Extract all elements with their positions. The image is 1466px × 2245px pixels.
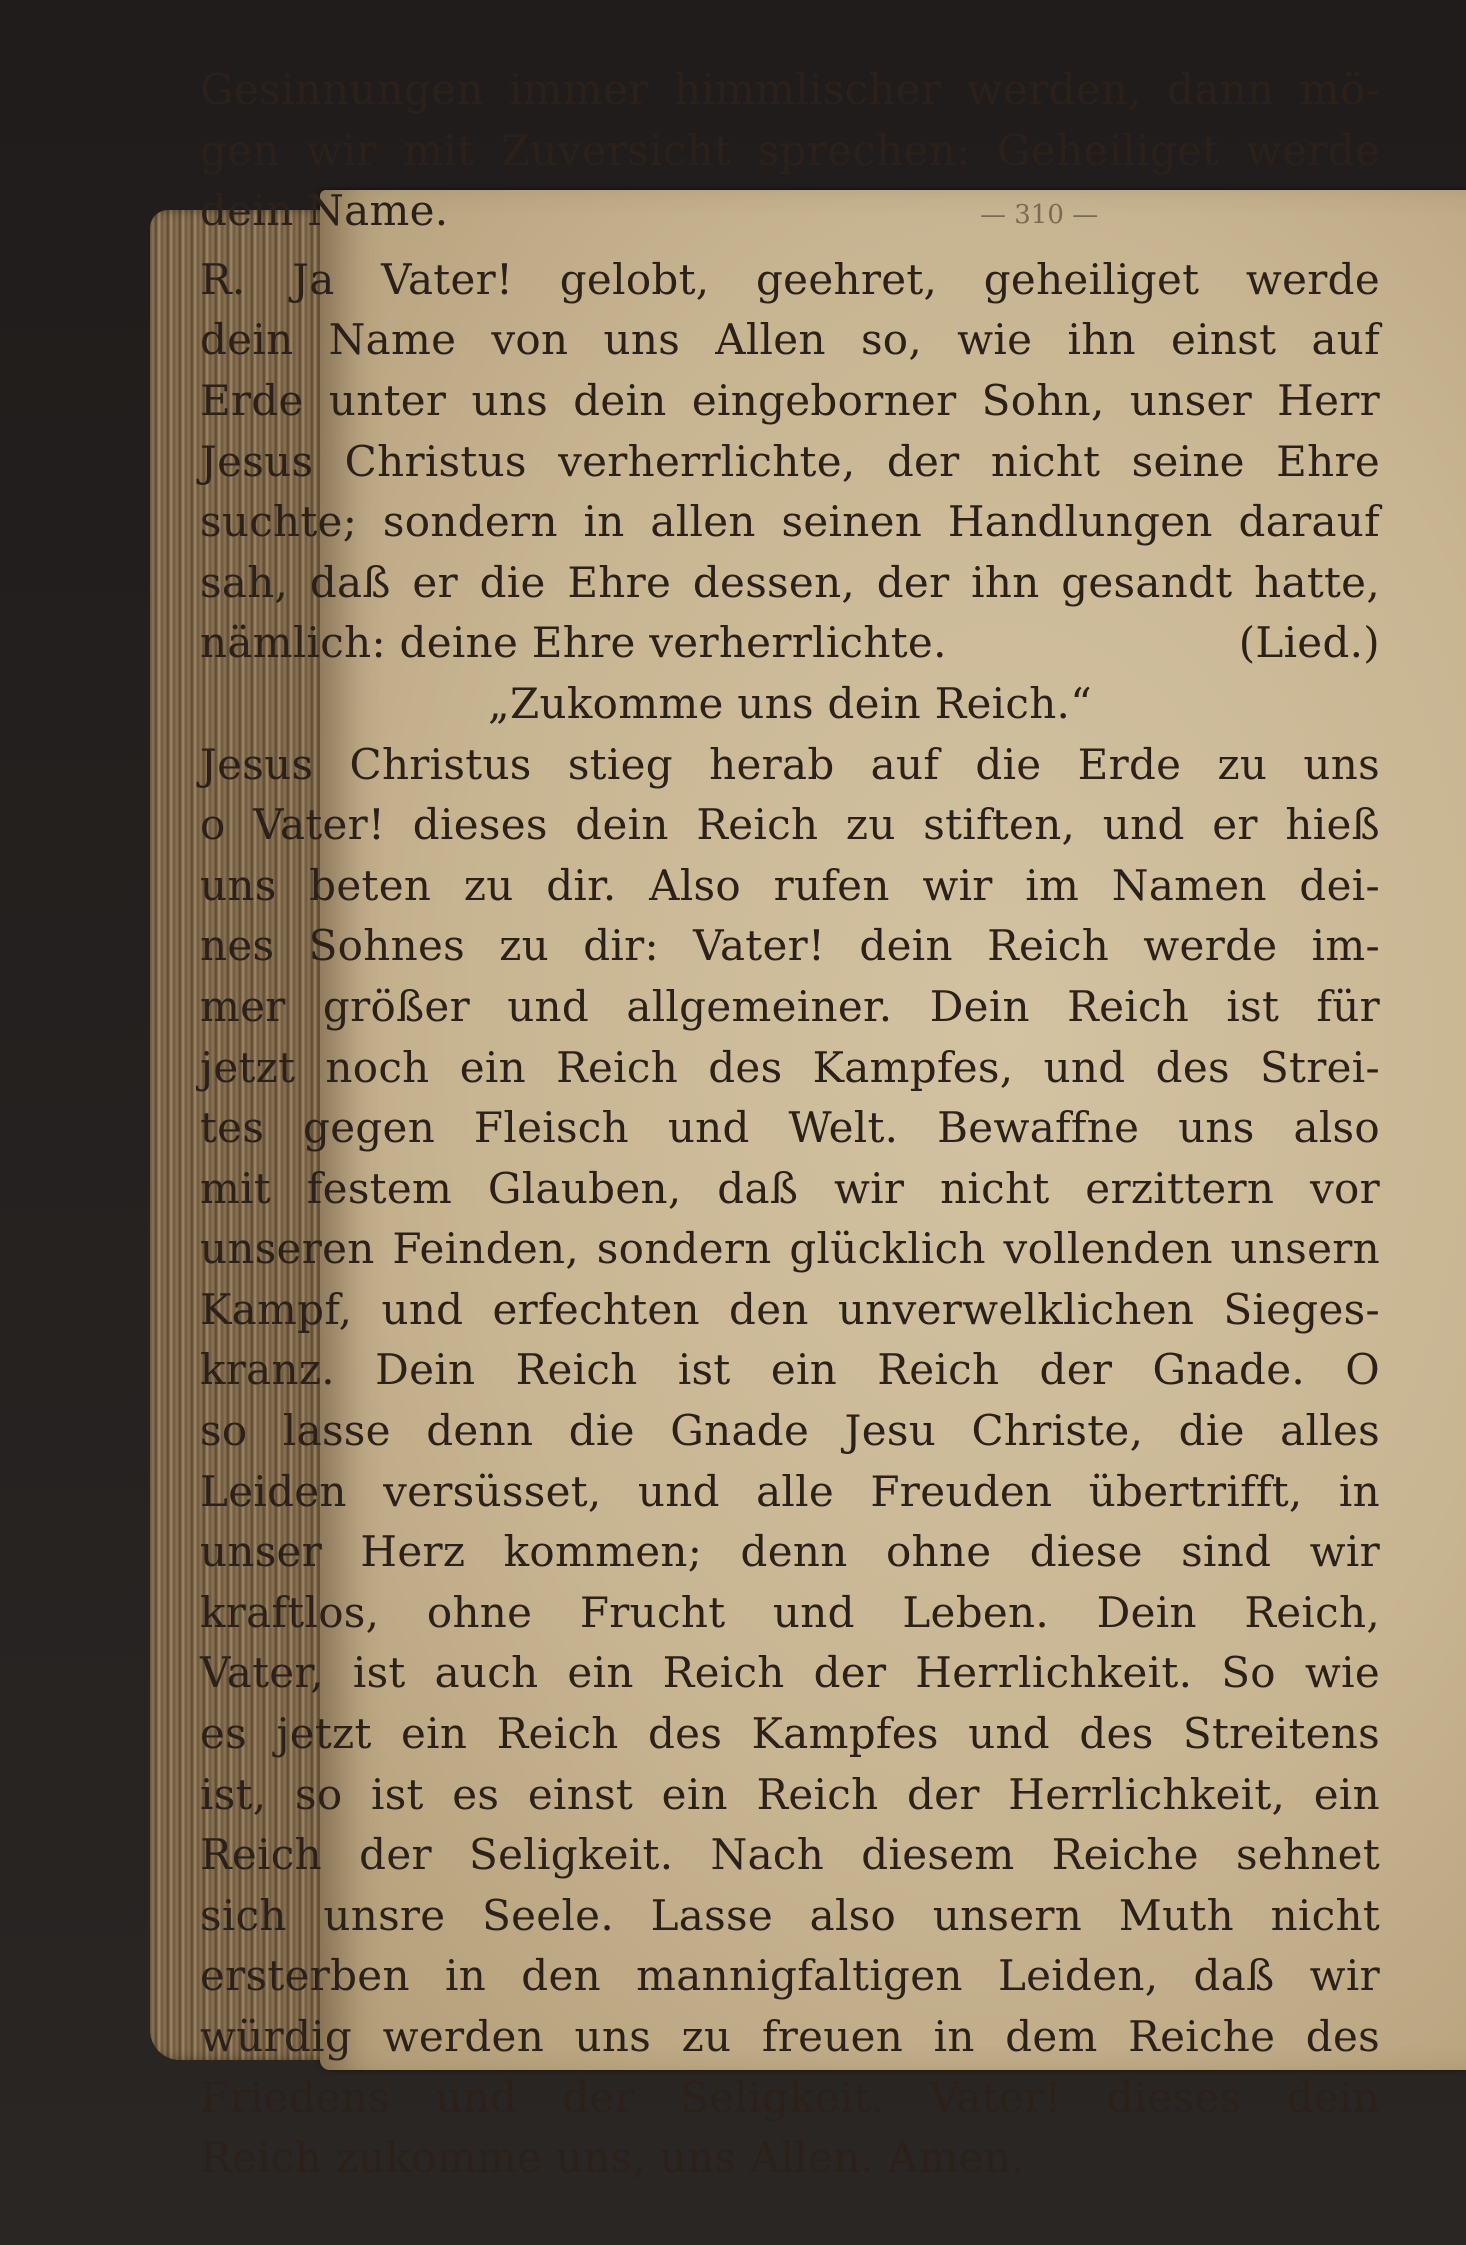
page-number: — 310 — xyxy=(980,200,1099,230)
text-line: kranz. Dein Reich ist ein Reich der Gnade. O xyxy=(200,1345,1380,1395)
text-line: Reich der Seligkeit. Nach diesem Reiche sehnet xyxy=(200,1830,1380,1880)
text-line: uns beten zu dir. Also rufen wir im Namen dei- xyxy=(200,860,1380,910)
section-heading: „Zukomme uns dein Reich.“ xyxy=(488,678,1092,728)
page-text xyxy=(200,60,1380,2189)
text-line: Friedens und der Seligkeit. Vater! dieses dein xyxy=(200,2072,1380,2122)
text-line: mit festem Glauben, daß wir nicht erzittern vor xyxy=(200,1163,1380,1213)
text-line: R. Ja Vater! gelobt, geehret, geheiliget werde xyxy=(200,254,1380,304)
text-line: suchte; sondern in allen seinen Handlungen darauf xyxy=(200,497,1380,547)
text-line: Erde unter uns dein eingeborner Sohn, unser Herr xyxy=(200,375,1380,425)
text-line: kraftlos, ohne Frucht und Leben. Dein Reich, xyxy=(200,1587,1380,1637)
text-line: dein Name. xyxy=(200,186,449,236)
text-line: dein Name von uns Allen so, wie ihn einst auf xyxy=(200,315,1380,365)
text-line: sah, daß er die Ehre dessen, der ihn gesandt hatte, xyxy=(200,557,1380,607)
lied-label: (Lied.) xyxy=(1238,618,1380,668)
text-line: ersterben in den mannigfaltigen Leiden, daß wir xyxy=(200,1951,1380,2001)
text-line: Jesus Christus stieg herab auf die Erde zu uns xyxy=(200,739,1380,789)
text-line-with-lied xyxy=(200,613,1380,674)
text-line: jetzt noch ein Reich des Kampfes, und des Strei- xyxy=(200,1042,1380,1092)
text-line: Kampf, und erfechten den unverwelklichen Sieges- xyxy=(200,1284,1380,1334)
text-line: mer größer und allgemeiner. Dein Reich ist für xyxy=(200,981,1380,1031)
text-line: würdig werden uns zu freuen in dem Reiche des xyxy=(200,2012,1380,2061)
text-line: Gesinnungen immer himmlischer werden, dann mö- xyxy=(200,65,1380,114)
text-line: unser Herz kommen; denn ohne diese sind wir xyxy=(200,1527,1380,1577)
text-line: Vater, ist auch ein Reich der Herrlichkeit. So wie xyxy=(200,1648,1380,1698)
text-line: Jesus Christus verherrlichte, der nicht seine Ehre xyxy=(200,436,1380,486)
text-line: sich unsre Seele. Lasse also unsern Muth nicht xyxy=(200,1890,1380,1940)
text-line: nämlich: deine Ehre verherrlichte. xyxy=(200,618,947,668)
text-line: Leiden versüsset, und alle Freuden übertrifft, in xyxy=(200,1466,1380,1516)
text-line: tes gegen Fleisch und Welt. Bewaffne uns also xyxy=(200,1103,1380,1153)
text-line: ist, so ist es einst ein Reich der Herrlichkeit, ein xyxy=(200,1769,1380,1819)
text-line: Reich zukomme uns, uns Allen. Amen. xyxy=(200,2133,1025,2183)
text-line: unseren Feinden, sondern glücklich vollenden unsern xyxy=(200,1224,1380,1274)
text-line: es jetzt ein Reich des Kampfes und des Streitens xyxy=(200,1709,1380,1759)
text-line: o Vater! dieses dein Reich zu stiften, und er hieß xyxy=(200,800,1380,850)
text-line: so lasse denn die Gnade Jesu Christe, die alles xyxy=(200,1406,1380,1456)
text-line: gen wir mit Zuversicht sprechen: Geheiliget werde xyxy=(200,125,1380,175)
text-line: nes Sohnes zu dir: Vater! dein Reich werde im- xyxy=(200,921,1380,971)
